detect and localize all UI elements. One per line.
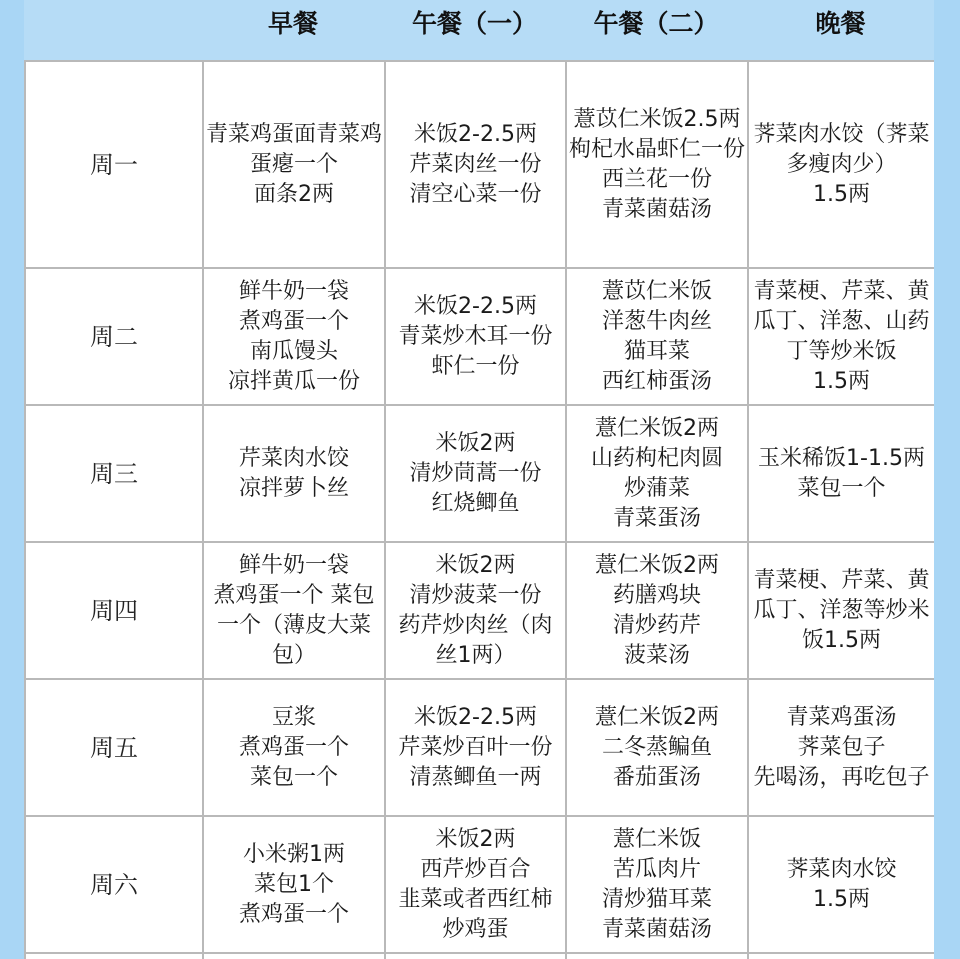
menu-item-text: 米饭2两 [435, 826, 516, 852]
dinner-cell [748, 61, 934, 268]
menu-item-text: 煮鸡蛋一个 [238, 308, 349, 334]
menu-item-text: 米饭2-2.5两 [414, 293, 537, 319]
table-header [24, 0, 934, 60]
menu-item-text: 凉拌萝卜丝 [238, 475, 349, 501]
menu-item-text: 荠菜包子 [797, 734, 886, 760]
menu-item-text: 荠菜肉水饺（荠菜多瘦肉少） [753, 121, 930, 177]
menu-item-text: 芹菜肉丝一份 [409, 151, 542, 177]
menu-item-text: 薏仁米饭2两 [595, 415, 719, 441]
menu-item-text: 1.5两 [813, 181, 870, 207]
menu-item-text: 小米粥1两 [243, 841, 345, 867]
breakfast-cell [203, 679, 385, 816]
table-row [25, 268, 934, 405]
breakfast-cell [203, 268, 385, 405]
empty-cell [748, 953, 934, 959]
menu-item-text: 芹菜肉水饺 [238, 445, 349, 471]
menu-item-text: 炒蒲菜 [623, 475, 690, 501]
menu-item-text: 先喝汤，再吃包子 [753, 764, 930, 790]
menu-item-text: 鲜牛奶一袋 [238, 278, 349, 304]
menu-item-text: 清炒茼蒿一份 [409, 460, 542, 486]
lunch-1-cell [385, 61, 566, 268]
menu-item-text: 米饭2两 [435, 552, 516, 578]
menu-item-text: 薏苡仁米饭2.5两 [573, 106, 741, 132]
lunch-2-cell [566, 405, 748, 542]
menu-item-text: 青菜炒木耳一份 [398, 323, 553, 349]
menu-item-text: 西芹炒百合 [420, 856, 531, 882]
table-row [25, 61, 934, 268]
dinner-cell [748, 405, 934, 542]
table-row [25, 542, 934, 679]
menu-item-text: 清蒸鲫鱼一两 [409, 764, 542, 790]
day-cell: 周五 [25, 679, 203, 816]
header-dinner: 晚餐 [815, 9, 866, 38]
menu-item-text: 清炒菠菜一份 [409, 582, 542, 608]
menu-item-text: 荠菜肉水饺 [786, 856, 897, 882]
menu-item-text: 薏仁米饭 [612, 826, 701, 852]
menu-item-text: 菠菜汤 [623, 642, 690, 668]
breakfast-cell [203, 816, 385, 953]
menu-item-text: 凉拌黄瓜一份 [227, 368, 360, 394]
menu-item-text: 青菜鸡蛋汤 [786, 704, 897, 730]
dinner-cell [748, 268, 934, 405]
lunch-1-cell [385, 816, 566, 953]
menu-item-text: 药膳鸡块 [612, 582, 701, 608]
menu-item-text: 薏苡仁米饭 [601, 278, 712, 304]
menu-item-text: 青菜梗、芹菜、黄瓜丁、洋葱、山药丁等炒米饭 [753, 278, 930, 364]
menu-item-text: 番茄蛋汤 [612, 764, 701, 790]
lunch-2-cell [566, 542, 748, 679]
menu-item-text: 洋葱牛肉丝 [601, 308, 712, 334]
dinner-cell [748, 816, 934, 953]
day-cell: 周三 [25, 405, 203, 542]
empty-cell [25, 953, 203, 959]
empty-cell [385, 953, 566, 959]
lunch-1-cell [385, 679, 566, 816]
menu-item-text: 1.5两 [813, 368, 870, 394]
header-day [24, 0, 202, 44]
menu-item-text: 西红柿蛋汤 [601, 368, 712, 394]
lunch-2-cell [566, 61, 748, 268]
lunch-1-cell [385, 542, 566, 679]
menu-item-text: 1.5两 [813, 886, 870, 912]
lunch-2-cell [566, 679, 748, 816]
lunch-1-cell [385, 405, 566, 542]
day-cell: 周一 [25, 61, 203, 268]
lunch-1-cell [385, 268, 566, 405]
menu-item-text: 煮鸡蛋一个 [238, 734, 349, 760]
breakfast-cell [203, 542, 385, 679]
menu-item-text: 清空心菜一份 [409, 181, 542, 207]
header-lunch-2: 午餐（二） [593, 9, 719, 38]
lunch-2-cell [566, 268, 748, 405]
empty-cell [566, 953, 748, 959]
meal-plan-sheet [24, 0, 934, 959]
lunch-2-cell [566, 816, 748, 953]
header-lunch-1: 午餐（一） [411, 9, 537, 38]
menu-item-text: 菜包一个 [797, 475, 886, 501]
menu-item-text: 苦瓜肉片 [612, 856, 701, 882]
menu-item-text: 菜包1个 [254, 871, 334, 897]
menu-item-text: 二冬蒸鳊鱼 [601, 734, 712, 760]
menu-item-text: 米饭2两 [435, 430, 516, 456]
menu-item-text: 枸杞水晶虾仁一份 [569, 136, 746, 162]
menu-item-text: 红烧鲫鱼 [431, 490, 520, 516]
menu-item-text: 豆浆 [271, 704, 316, 730]
menu-item-text: 虾仁一份 [431, 353, 520, 379]
menu-item-text: 米饭2-2.5两 [414, 121, 537, 147]
menu-item-text: 山药枸杞肉圆 [590, 445, 723, 471]
menu-item-text: 青菜菌菇汤 [601, 196, 712, 222]
menu-item-text: 薏仁米饭2两 [595, 552, 719, 578]
menu-item-text: 猫耳菜 [623, 338, 690, 364]
table-row [25, 816, 934, 953]
table-row-partial [25, 953, 934, 959]
dinner-cell [748, 679, 934, 816]
menu-item-text: 玉米稀饭1-1.5两 [758, 445, 925, 471]
menu-item-text: 煮鸡蛋一个 [238, 901, 349, 927]
breakfast-cell [203, 61, 385, 268]
menu-item-text: 薏仁米饭2两 [595, 704, 719, 730]
menu-item-text: 南瓜馒头 [249, 338, 338, 364]
menu-item-text: 青菜梗、芹菜、黄瓜丁、洋葱等炒米饭1.5两 [753, 567, 930, 653]
day-cell: 周二 [25, 268, 203, 405]
day-cell: 周四 [25, 542, 203, 679]
header-breakfast: 早餐 [267, 9, 318, 38]
menu-item-text: 面条2两 [254, 181, 334, 207]
empty-cell [203, 953, 385, 959]
table-row [25, 405, 934, 542]
meal-table [24, 60, 934, 959]
menu-item-text: 鲜牛奶一袋 [238, 552, 349, 578]
menu-item-text: 清炒药芹 [612, 612, 701, 638]
menu-item-text: 芹菜炒百叶一份 [398, 734, 553, 760]
day-cell: 周六 [25, 816, 203, 953]
menu-item-text: 韭菜或者西红柿炒鸡蛋 [398, 886, 553, 942]
table-row [25, 679, 934, 816]
menu-item-text: 米饭2-2.5两 [414, 704, 537, 730]
menu-item-text: 青菜蛋汤 [612, 505, 701, 531]
menu-item-text: 煮鸡蛋一个 菜包一个（薄皮大菜包） [213, 582, 375, 668]
menu-item-text: 西兰花一份 [601, 166, 712, 192]
dinner-cell [748, 542, 934, 679]
menu-item-text: 清炒猫耳菜 [601, 886, 712, 912]
menu-item-text: 青菜鸡蛋面青菜鸡蛋瘪一个 [206, 121, 383, 177]
menu-item-text: 菜包一个 [249, 764, 338, 790]
menu-item-text: 青菜菌菇汤 [601, 916, 712, 942]
breakfast-cell [203, 405, 385, 542]
menu-item-text: 药芹炒肉丝（肉丝1两） [398, 612, 553, 668]
